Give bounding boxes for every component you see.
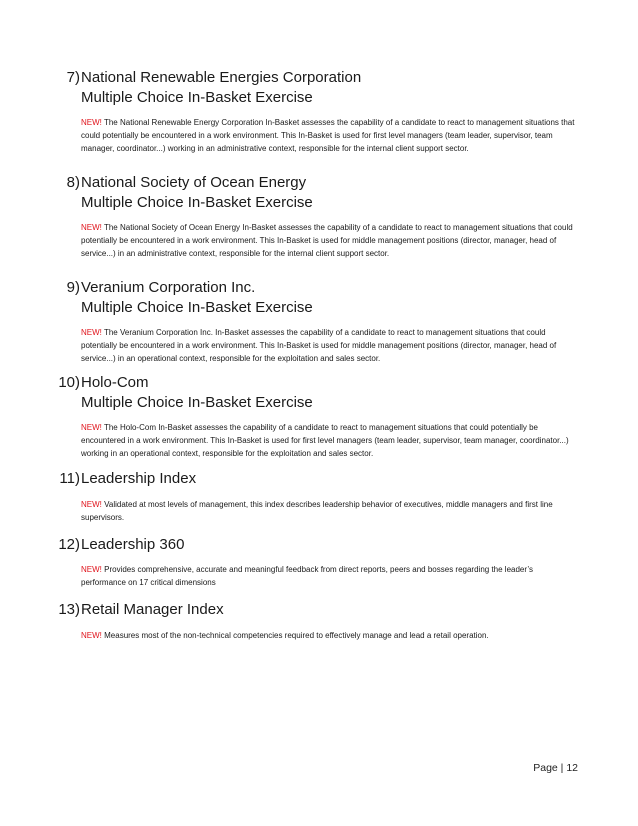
item-number: 13) bbox=[58, 601, 80, 618]
new-badge: NEW! bbox=[81, 328, 102, 337]
description-text: The National Renewable Energy Corporation In-Basket assesses the capability of a candidate to react to management situations that could potentially be encountered in a work environment. This In-Basket is used for first level managers (team leader, supervisor, team manager, coordinator...) working in an administrative context, responsible for the internal client support sector. bbox=[81, 118, 575, 154]
new-badge: NEW! bbox=[81, 423, 102, 432]
description-text: Provides comprehensive, accurate and meaningful feedback from direct reports, peers and bosses regarding the leader’s performance on 17 critical dimensions bbox=[81, 565, 533, 588]
item-description bbox=[81, 116, 578, 156]
item-title: National Renewable Energies Corporation bbox=[81, 69, 362, 86]
new-badge: NEW! bbox=[81, 500, 102, 509]
page-number: Page | 12 bbox=[533, 762, 578, 774]
item-number: 7) bbox=[66, 69, 80, 86]
new-badge: NEW! bbox=[81, 631, 102, 640]
item-subtitle: Multiple Choice In-Basket Exercise bbox=[81, 194, 313, 211]
description-text: The National Society of Ocean Energy In-Basket assesses the capability of a candidate to react to management situations that could potentially be encountered in a work environment. This In-Basket is used for middle management positions (director, manager, head of service...) in an administrative context, responsible for the internal client support sector. bbox=[81, 223, 573, 259]
item-title: Holo-Com bbox=[81, 374, 149, 391]
item-subtitle: Multiple Choice In-Basket Exercise bbox=[81, 299, 313, 316]
new-badge: NEW! bbox=[81, 223, 102, 232]
description-text: The Holo-Com In-Basket assesses the capability of a candidate to react to management situations that could potentially be encountered in a work environment. This In-Basket is used for first level managers (team leader, supervisor, team manager, coordinator...) working in an operational context, responsible for the exploitation and sales sector. bbox=[81, 423, 569, 459]
item-description bbox=[81, 498, 578, 524]
item-title: Leadership Index bbox=[81, 470, 197, 487]
description-text: Measures most of the non-technical competencies required to effectively manage and lead a retail operation. bbox=[104, 631, 489, 640]
item-number: 9) bbox=[66, 279, 80, 296]
item-number: 12) bbox=[58, 536, 80, 553]
item-description bbox=[81, 326, 578, 366]
item-title: Veranium Corporation Inc. bbox=[81, 279, 256, 296]
description-text: Validated at most levels of management, this index describes leadership behavior of executives, middle managers and first line supervisors. bbox=[81, 500, 553, 523]
item-description bbox=[81, 563, 578, 589]
item-subtitle: Multiple Choice In-Basket Exercise bbox=[81, 89, 313, 106]
item-title: National Society of Ocean Energy bbox=[81, 174, 307, 191]
item-title: Leadership 360 bbox=[81, 536, 185, 553]
item-subtitle: Multiple Choice In-Basket Exercise bbox=[81, 394, 313, 411]
item-number: 8) bbox=[66, 174, 80, 191]
new-badge: NEW! bbox=[81, 565, 102, 574]
description-text: The Veranium Corporation Inc. In-Basket assesses the capability of a candidate to react to management situations that could potentially be encountered in a work environment. This In-Basket is used for middle management positions (director, manager, head of service...) in an operational context, responsible for the exploitation and sales sector. bbox=[81, 328, 557, 364]
item-number: 11) bbox=[59, 470, 80, 487]
item-description bbox=[81, 421, 578, 461]
item-number: 10) bbox=[58, 374, 80, 391]
item-description bbox=[81, 221, 578, 261]
item-title: Retail Manager Index bbox=[81, 601, 224, 618]
item-description bbox=[81, 629, 578, 642]
new-badge: NEW! bbox=[81, 118, 102, 127]
